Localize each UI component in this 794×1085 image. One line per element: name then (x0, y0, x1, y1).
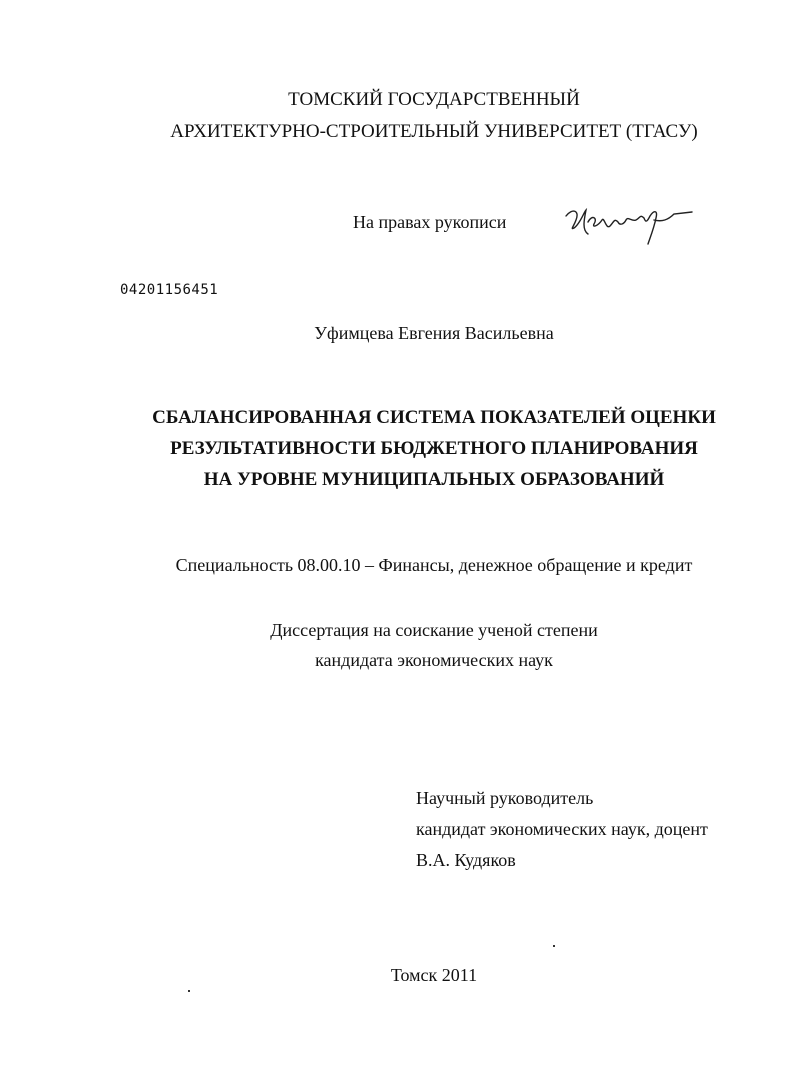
city-year: Томск 2011 (390, 965, 478, 985)
title-line-1: СБАЛАНСИРОВАННАЯ СИСТЕМА ПОКАЗАТЕЛЕЙ ОЦЕНКИ (152, 407, 716, 428)
dissertation-line-2: кандидата экономических наук (315, 650, 553, 670)
author-name: Уфимцева Евгения Васильевна (314, 323, 554, 343)
university-line-1: ТОМСКИЙ ГОСУДАРСТВЕННЫЙ (288, 89, 580, 110)
scan-speck (188, 990, 190, 992)
specialty: Специальность 08.00.10 – Финансы, денежное обращение и кредит (175, 555, 693, 575)
supervisor-label: Научный руководитель (416, 788, 594, 808)
university-line-2: АРХИТЕКТУРНО-СТРОИТЕЛЬНЫЙ УНИВЕРСИТЕТ (ТГАСУ) (170, 121, 698, 142)
dissertation-line-1: Диссертация на соискание ученой степени (270, 620, 598, 640)
manuscript-note: На правах рукописи (353, 212, 507, 232)
signature-image (558, 200, 698, 248)
scan-speck (553, 945, 555, 947)
supervisor-degree: кандидат экономических наук, доцент (416, 819, 708, 839)
title-line-2: РЕЗУЛЬТАТИВНОСТИ БЮДЖЕТНОГО ПЛАНИРОВАНИЯ (170, 438, 698, 459)
title-line-3: НА УРОВНЕ МУНИЦИПАЛЬНЫХ ОБРАЗОВАНИЙ (203, 469, 665, 490)
catalog-number: 04201156451 (120, 282, 219, 298)
signature (558, 200, 698, 248)
supervisor-name: В.А. Кудяков (416, 850, 516, 870)
